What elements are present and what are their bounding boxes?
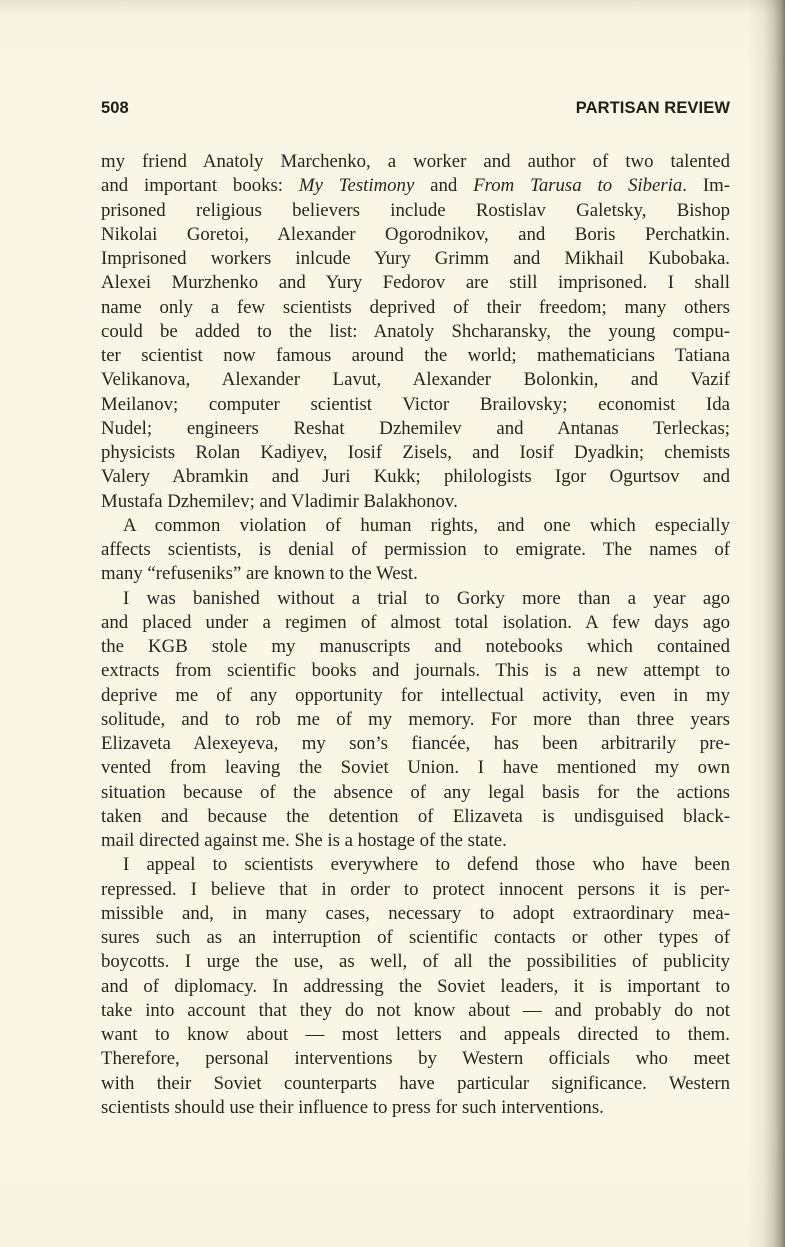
text-line: [101, 174, 730, 198]
text-segment: mail directed against me. She is a hostage of the state.: [101, 830, 507, 851]
body-text: [101, 150, 730, 1120]
text-segment: and: [414, 175, 474, 197]
text-line: [101, 393, 730, 417]
text-line: [101, 1072, 730, 1096]
text-line: [101, 708, 730, 732]
text-line: [101, 271, 730, 295]
text-segment: Imprisoned workers inlcude Yury Grimm and Mikhail Kubobaka.: [101, 248, 730, 269]
text-segment: could be added to the list: Anatoly Shcharansky, the young compu-: [101, 320, 730, 342]
text-segment: Nikolai Goretoi, Alexander Ogorodnikov, and Boris Perchatkin.: [101, 223, 730, 245]
text-line: [101, 659, 730, 683]
paragraph: [101, 587, 730, 854]
text-line: [101, 1096, 730, 1120]
text-segment: prisoned religious believers include Rostislav Galetsky, Bishop: [101, 199, 730, 221]
text-line: [101, 781, 730, 805]
text-segment: many “refuseniks” are known to the West.: [101, 563, 418, 585]
text-line: [101, 684, 730, 708]
text-line: [101, 538, 730, 562]
text-segment: Valery Abramkin and Juri Kukk; philologists Igor Ogurtsov and: [101, 466, 730, 488]
paragraph: [101, 853, 730, 1120]
text-line: [101, 247, 730, 271]
text-segment: the KGB stole my manuscripts and notebooks which contained: [101, 636, 730, 657]
text-segment: and placed under a regimen of almost total isolation. A few days ago: [101, 611, 730, 633]
text-segment: repressed. I believe that in order to protect innocent persons it is per-: [101, 878, 730, 900]
text-line: [101, 490, 730, 514]
text-segment: Elizaveta Alexeyeva, my son’s fiancée, has been arbitrarily pre-: [101, 733, 730, 754]
text-line: [101, 999, 730, 1023]
text-segment: name only a few scientists deprived of their freedom; many others: [101, 296, 730, 318]
paragraph: [101, 514, 730, 587]
text-line: [101, 1047, 730, 1071]
book-title-italic: From Tarusa to Siberia: [473, 175, 683, 197]
text-segment: and important books:: [101, 175, 299, 197]
text-line: [101, 223, 730, 247]
text-segment: Alexei Murzhenko and Yury Fedorov are still imprisoned. I shall: [101, 272, 730, 294]
text-line: [101, 344, 730, 368]
text-line: [101, 829, 730, 853]
text-segment: vented from leaving the Soviet Union. I have mentioned my own: [101, 757, 730, 779]
page-edge-shadow: [747, 0, 785, 1247]
text-line: [101, 732, 730, 756]
page-number: 508: [101, 99, 129, 117]
text-segment: missible and, in many cases, necessary to adopt extraordinary mea-: [101, 902, 730, 924]
text-line: [101, 587, 730, 611]
text-segment: want to know about — most letters and appeals directed to them.: [101, 1024, 730, 1045]
text-segment: I was banished without a trial to Gorky more than a year ago: [123, 587, 730, 609]
text-line: [101, 150, 730, 174]
text-line: [101, 441, 730, 465]
text-line: [101, 635, 730, 659]
text-segment: Velikanova, Alexander Lavut, Alexander Bolonkin, and Vazif: [101, 369, 730, 391]
page-top-shadow: [0, 0, 785, 14]
text-line: [101, 853, 730, 877]
text-segment: deprive me of any opportunity for intellectual activity, even in my: [101, 684, 730, 706]
text-line: [101, 514, 730, 538]
text-line: [101, 465, 730, 489]
text-line: [101, 296, 730, 320]
text-segment: extracts from scientific books and journals. This is a new attempt to: [101, 660, 730, 682]
text-segment: physicists Rolan Kadiyev, Iosif Zisels, and Iosif Dyadkin; chemists: [101, 442, 730, 463]
running-head: [101, 100, 730, 117]
text-segment: boycotts. I urge the use, as well, of all the possibilities of publicity: [101, 951, 730, 973]
text-segment: taken and because the detention of Elizaveta is undisguised black-: [101, 805, 730, 827]
text-segment: Therefore, personal interventions by Western officials who meet: [101, 1048, 730, 1070]
text-line: [101, 320, 730, 344]
text-segment: with their Soviet counterparts have particular significance. Western: [101, 1072, 730, 1094]
journal-title: PARTISAN REVIEW: [575, 99, 730, 117]
text-line: [101, 562, 730, 586]
text-line: [101, 950, 730, 974]
text-segment: scientists should use their influence to press for such interventions.: [101, 1096, 604, 1118]
text-segment: situation because of the absence of any legal basis for the actions: [101, 781, 730, 803]
text-segment: take into account that they do not know about — and probably do not: [101, 999, 730, 1021]
text-segment: A common violation of human rights, and one which especially: [123, 514, 730, 536]
text-segment: affects scientists, is denial of permission to emigrate. The names of: [101, 539, 730, 560]
text-line: [101, 199, 730, 223]
text-line: [101, 756, 730, 780]
text-segment: and of diplomacy. In addressing the Soviet leaders, it is important to: [101, 975, 730, 997]
text-segment: solitude, and to rob me of my memory. For more than three years: [101, 708, 730, 730]
text-line: [101, 368, 730, 392]
text-segment: Nudel; engineers Reshat Dzhemilev and Antanas Terleckas;: [101, 417, 730, 439]
text-segment: ter scientist now famous around the world; mathematicians Tatiana: [101, 345, 730, 366]
book-title-italic: My Testimony: [298, 175, 415, 197]
text-line: [101, 902, 730, 926]
text-segment: my friend Anatoly Marchenko, a worker and author of two talented: [101, 151, 730, 172]
text-line: [101, 878, 730, 902]
text-segment: sures such as an interruption of scientific contacts or other types of: [101, 927, 730, 948]
text-line: [101, 1023, 730, 1047]
text-segment: Mustafa Dzhemilev; and Vladimir Balakhonov.: [101, 490, 458, 512]
text-line: [101, 805, 730, 829]
text-line: [101, 975, 730, 999]
text-line: [101, 611, 730, 635]
text-segment: Meilanov; computer scientist Victor Brailovsky; economist Ida: [101, 393, 730, 415]
text-line: [101, 417, 730, 441]
text-segment: I appeal to scientists everywhere to defend those who have been: [123, 854, 730, 876]
text-line: [101, 926, 730, 950]
paragraph: [101, 150, 730, 514]
text-segment: . Im-: [682, 175, 730, 197]
